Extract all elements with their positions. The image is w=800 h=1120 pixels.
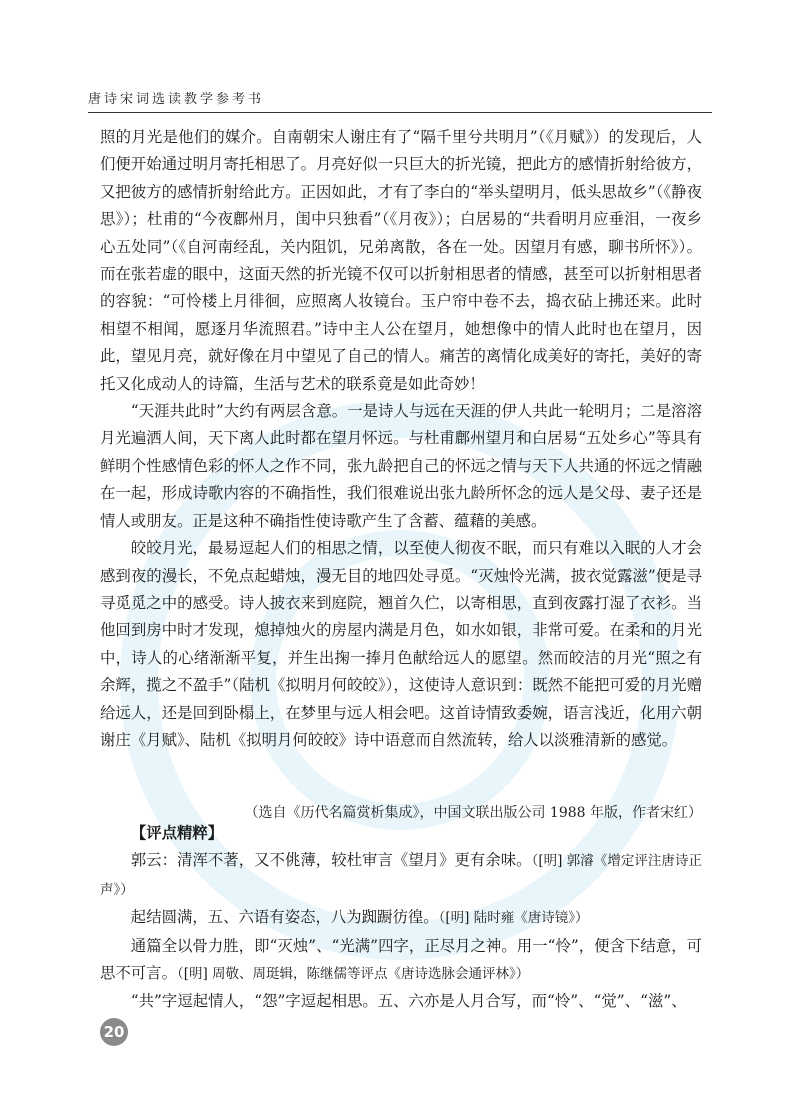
commentary-item	[100, 933, 702, 989]
commentary-item	[100, 847, 702, 904]
commentary-section	[100, 820, 702, 1016]
paragraph-1: 照的月光是他们的媒介。自南朝宋人谢庄有了“隔千里兮共明月”（《月赋》）的发现后，人们便开始通过明月寄托相思了。月亮好似一只巨大的折光镜，把此方的感情折射给彼方，又把彼方的感情折射给此方。正因如此，才有了李白的“举头望明月，低头思故乡”（《静夜思》）；杜甫的“今夜鄜州月，闺中只独看”（《月夜》）；白居易的“共看明月应垂泪，一夜乡心五处同”（《自河南经乱，关内阻饥，兄弟离散，各在一处。因望月有感，聊书所怀》）。而在张若虚的眼中，这面天然的折光镜不仅可以折射相思者的情感，甚至可以折射相思者的容貌：“可怜楼上月徘徊，应照离人妆镜台。玉户帘中卷不去，捣衣砧上拂还来。此时相望不相闻，愿逐月华流照君。”诗中主人公在望月，她想像中的情人此时也在望月，因此，望见月亮，就好像在月中望见了自己的情人。痛苦的离情化成美好的寄托，美好的寄托又化成动人的诗篇，生活与艺术的联系竟是如此奇妙！	[100, 128, 702, 393]
source-citation: （选自《历代名篇赏析集成》，中国文联出版公司 1988 年版，作者宋红）	[244, 805, 702, 821]
commentary-text: “共”字逗起情人，“怨”字逗起相思。五、六亦是人月合写，而“怜”、“觉”、“滋”、	[130, 992, 687, 1011]
commentary-cite: （[明] 陆时雍《唐诗镜》）	[438, 910, 589, 927]
paragraph-3: 皎皎月光，最易逗起人们的相思之情，以至使人彻夜不眠，而只有难以入眠的人才会感到夜的漫长，不免点起蜡烛，漫无目的地四处寻觅。“灭烛怜光满，披衣觉露滋”便是寻寻觅觅之中的感受。诗人披衣来到庭院，翘首久伫，以寄相思，直到夜露打湿了衣衫。当他回到房中时才发现，熄掉烛火的房屋内满是月色，如水如银，非常可爱。在柔和的月光中，诗人的心绪渐渐平复，并生出掬一捧月色献给远人的愿望。然而皎洁的月光“照之有余辉，揽之不盈手”（陆机《拟明月何皎皎》），这使诗人意识到：既然不能把可爱的月光赠给远人，还是回到卧榻上，在梦里与远人相会吧。这首诗情致委婉，语言浅近，化用六朝谢庄《月赋》、陆机《拟明月何皎皎》诗中语意而自然流转，给人以淡雅清新的感觉。	[100, 539, 702, 749]
page-number: 20	[100, 1018, 128, 1046]
header-rule	[88, 112, 712, 113]
commentary-item	[100, 988, 702, 1015]
commentary-cite: （[明] 周敬、周珽辑，陈继儒等评点《唐诗选脉会通评林》）	[176, 966, 530, 983]
article-body	[100, 124, 702, 754]
section-title: 【评点精粹】	[130, 824, 224, 842]
commentary-cite: （[明] 郭濬《增定评注唐诗正声》）	[100, 853, 702, 898]
commentary-item	[100, 904, 702, 932]
running-head: 唐诗宋词选读教学参考书	[88, 92, 265, 107]
commentary-text: 通篇全以骨力胜，即“灭烛”、“光满”四字，正尽月之神。用一“怜”，便含下结意，可思不可言。	[100, 936, 702, 983]
commentary-text: 起结圆满，五、六语有姿态，八为踟蹰彷徨。	[130, 908, 439, 927]
paragraph-2: “天涯共此时”大约有两层含意。一是诗人与远在天涯的伊人共此一轮明月；二是溶溶月光遍洒人间，天下离人此时都在望月怀远。与杜甫鄜州望月和白居易“五处乡心”等具有鲜明个性感情色彩的怀人之作不同，张九龄把自己的怀远之情与天下人共通的怀远之情融在一起，形成诗歌内容的不确指性，我们很难说出张九龄所怀念的远人是父母、妻子还是情人或朋友。正是这种不确指性使诗歌产生了含蓄、蕴藉的美感。	[100, 402, 702, 530]
commentary-text: 郭云：清浑不著，又不佻薄，较杜审言《望月》更有余味。	[130, 851, 532, 870]
